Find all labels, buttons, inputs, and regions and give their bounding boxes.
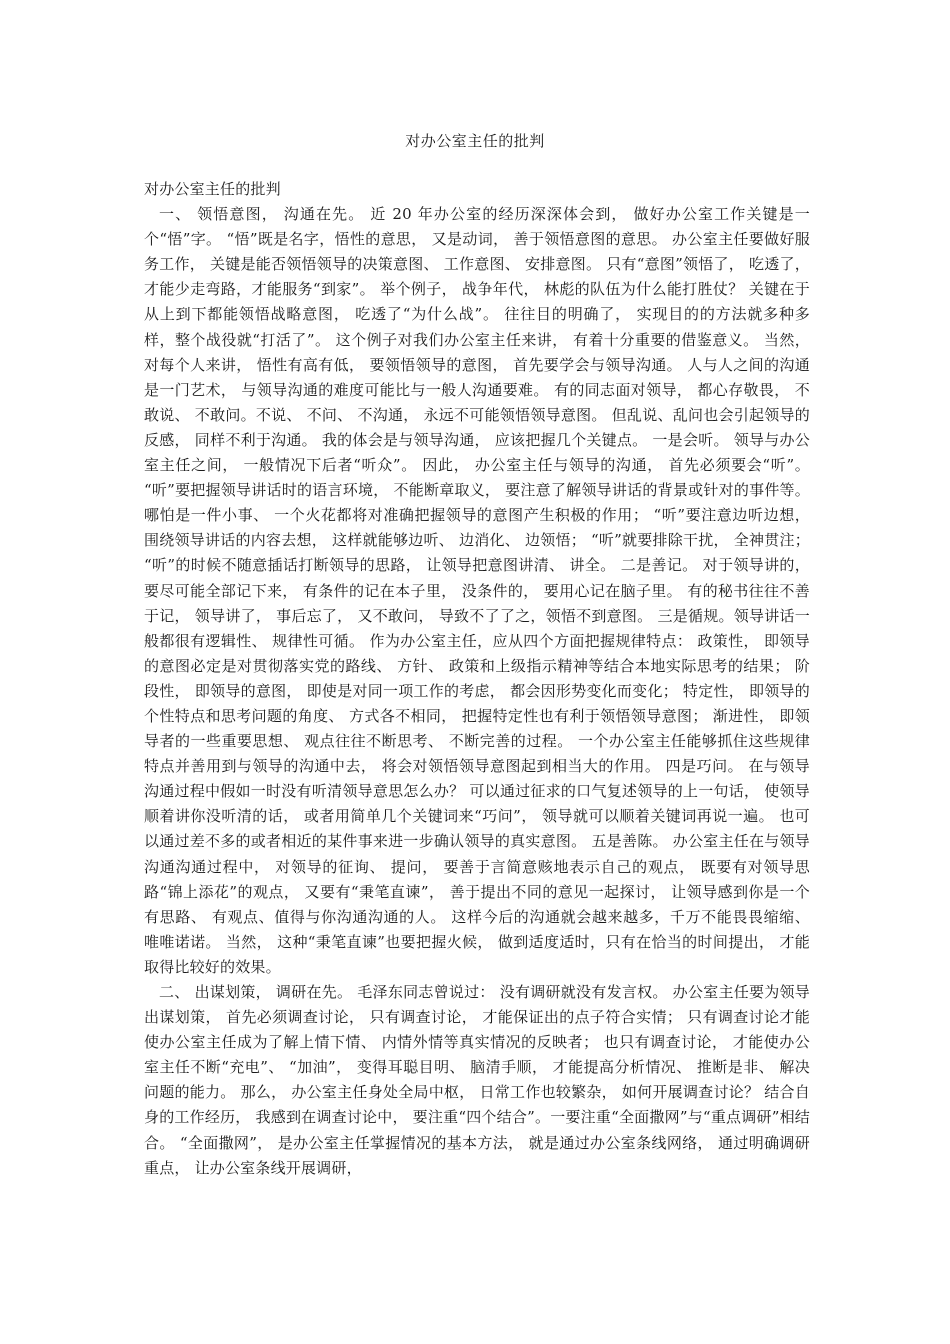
- paragraph-2: 二、 出谋划策， 调研在先。 毛泽东同志曾说过： 没有调研就没有发言权。 办公室主任要为领导出谋划策， 首先必须调查讨论， 只有调查讨论， 才能保证出的点子符合实情； 只有调查讨论才能使办公室主任成为了解上情下情、 内情外情等真实情况的反映者； 也只有调查讨论， 才能使办公室主任不断“充电”、 “加油”， 变得耳聪目明、 脑清手顺， 才能提高分析情况、 推断是非、 解决问题的能力。 那么， 办公室主任身处全局中枢， 日常工作也较繁杂， 如何开展调查讨论？ 结合自身的工作经历， 我感到在调查讨论中， 要注重“四个结合”。一要注重“全面撒网”与“重点调研”相结合。 “全面撒网”， 是办公室主任掌握情况的基本方法， 就是通过办公室条线网络， 通过明确调研重点， 让办公室条线开展调研，: [144, 983, 810, 1177]
- document-title: 对办公室主任的批判: [405, 132, 545, 150]
- document-body: [144, 177, 810, 1181]
- paragraph-1: 一、 领悟意图， 沟通在先。 近 20 年办公室的经历深深体会到， 做好办公室工作关键是一个“悟”字。 “悟”既是名字，悟性的意思， 又是动词， 善于领悟意图的意思。 办公室主任要做好服务工作， 关键是能否领悟领导的决策意图、 工作意图、 安排意图。 只有“意图”领悟了， 吃透了， 才能少走弯路，才能服务“到家”。 举个例子， 战争年代， 林彪的队伍为什么能打胜仗？ 关键在于从上到下都能领悟战略意图， 吃透了“为什么战”。 往往目的明确了， 实现目的的方法就多种多样，整个战役就“打活了”。 这个例子对我们办公室主任来讲， 有着十分重要的借鉴意义。 当然， 对每个人来讲， 悟性有高有低， 要领悟领导的意图， 首先要学会与领导沟通。 人与人之间的沟通是一门艺术， 与领导沟通的难度可能比与一般人沟通要难。 有的同志面对领导， 都心存敬畏， 不敢说、 不敢问。不说、 不问、 不沟通， 永远不可能领悟领导意图。 但乱说、乱问也会引起领导的反感， 同样不利于沟通。 我的体会是与领导沟通， 应该把握几个关键点。 一是会听。 领导与办公室主任之间， 一般情况下后者“听众”。 因此， 办公室主任与领导的沟通， 首先必须要会“听”。 “听”要把握领导讲话时的语言环境， 不能断章取义， 要注意了解领导讲话的背景或针对的事件等。哪怕是一件小事、 一个火花都将对准确把握领导的意图产生积极的作用； “听”要注意边听边想， 围绕领导讲话的内容去想， 这样就能够边听、 边消化、 边领悟； “听”就要排除干扰， 全神贯注； “听”的时候不随意插话打断领导的思路， 让领导把意图讲清、 讲全。 二是善记。 对于领导讲的，要尽可能全部记下来， 有条件的记在本子里， 没条件的， 要用心记在脑子里。 有的秘书往往不善于记， 领导讲了， 事后忘了， 又不敢问， 导致不了了之，领悟不到意图。 三是循规。领导讲话一般都很有逻辑性、 规律性可循。 作为办公室主任，应从四个方面把握规律特点： 政策性， 即领导的意图必定是对贯彻落实党的路线、 方针、 政策和上级指示精神等结合本地实际思考的结果； 阶段性， 即领导的意图， 即使是对同一项工作的考虑， 都会因形势变化而变化； 特定性， 即领导的个性特点和思考问题的角度、 方式各不相同， 把握特定性也有利于领悟领导意图； 渐进性， 即领导者的一些重要思想、 观点往往不断思考、 不断完善的过程。 一个办公室主任能够抓住这些规律特点并善用到与领导的沟通中去， 将会对领悟领导意图起到相当大的作用。 四是巧问。 在与领导沟通过程中假如一时没有听清领导意思怎么办？ 可以通过征求的口气复述领导的上一句话， 使领导顺着讲你没听清的话， 或者用简单几个关键词来“巧问”， 领导就可以顺着关键词再说一遍。 也可以通过差不多的或者相近的某件事来进一步确认领导的真实意图。 五是善陈。 办公室主任在与领导沟通沟通过程中， 对领导的征询、 提问， 要善于言简意赅地表示自己的观点， 既要有对领导思路“锦上添花”的观点， 又要有“秉笔直谏”， 善于提出不同的意见一起探讨， 让领导感到你是一个有思路、 有观点、值得与你沟通沟通的人。 这样今后的沟通就会越来越多，千万不能畏畏缩缩、 唯唯诺诺。 当然， 这种“秉笔直谏”也要把握火候， 做到适度适时，只有在恰当的时间提出， 才能取得比较好的效果。: [144, 205, 810, 976]
- document-heading: 对办公室主任的批判: [144, 180, 281, 198]
